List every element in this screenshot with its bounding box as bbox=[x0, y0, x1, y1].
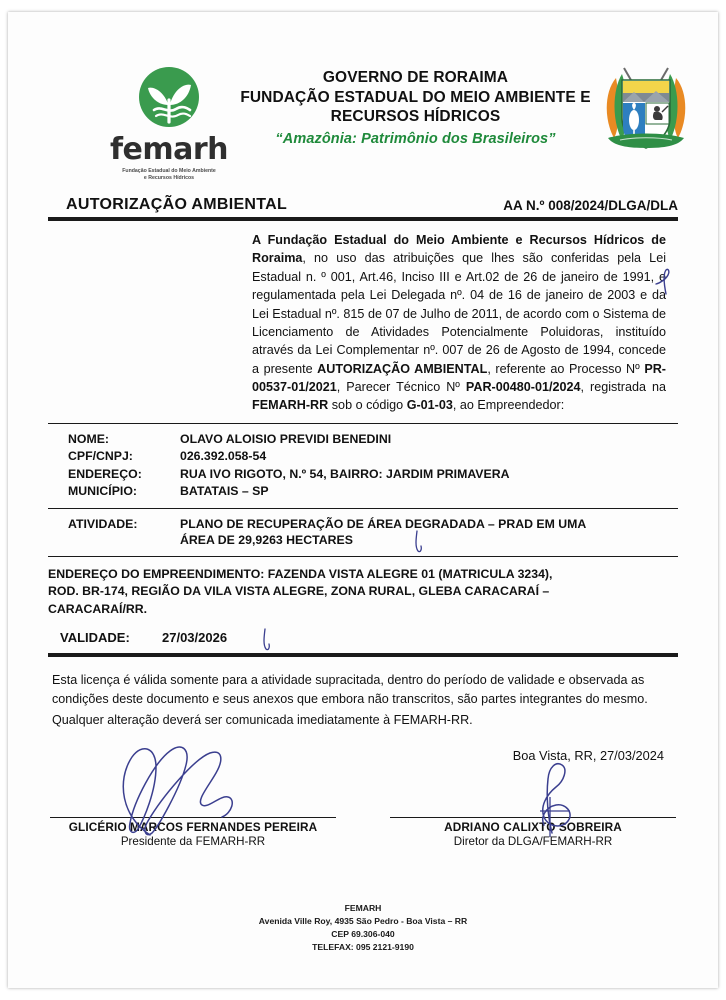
footer-address: Avenida Ville Roy, 4935 São Pedro - Boa Vista – RR bbox=[258, 916, 468, 927]
document-sheet bbox=[8, 12, 718, 988]
header-title-line3: RECURSOS HÍDRICOS bbox=[330, 108, 501, 126]
document-footer bbox=[8, 902, 718, 954]
signature-line-director bbox=[390, 817, 676, 818]
intro-part12: , ao Empreendedor: bbox=[452, 398, 565, 413]
closing-paragraph-2: Qualquer alteração deverá ser comunicada imediatamente à FEMARH-RR. bbox=[52, 713, 473, 728]
footer-telefax: TELEFAX: 095 2121-9190 bbox=[312, 942, 414, 953]
document-header bbox=[26, 62, 700, 180]
holder-label-endereco: ENDEREÇO: bbox=[68, 466, 142, 481]
holder-value-cpf: 026.392.058-54 bbox=[180, 449, 267, 464]
document-content bbox=[8, 12, 718, 953]
signature-name-president: GLICÉRIO MARCOS FERNANDES PEREIRA bbox=[68, 820, 318, 835]
intro-part11: G-01-03 bbox=[406, 398, 453, 413]
closing-paragraph-1: Esta licença é válida somente para a atividade supracitada, dentro do período de validade e observada as condições deste documento e seus anexos que embora não transcritos, são partes integrantes do mesmo. bbox=[52, 673, 648, 707]
city-date-line: Boa Vista, RR, 27/03/2024 bbox=[512, 748, 664, 764]
holder-row-endereco bbox=[68, 466, 678, 483]
title-rule-top bbox=[48, 217, 678, 221]
signature-area bbox=[50, 817, 676, 848]
activity-row bbox=[68, 516, 678, 549]
femarh-logo-subtitle-line2: e Recursos Hídricos bbox=[143, 175, 195, 182]
activity-block bbox=[48, 509, 678, 556]
footer-org-name: FEMARH bbox=[344, 903, 382, 913]
intro-part4: , referente ao Processo Nº bbox=[487, 361, 645, 376]
validity-label: VALIDADE: bbox=[60, 630, 130, 646]
intro-part8: , registrada na bbox=[580, 380, 667, 394]
holder-label-municipio: MUNICÍPIO: bbox=[68, 484, 137, 499]
activity-value bbox=[180, 516, 678, 549]
activity-value-line2: ÁREA DE 29,9263 HECTARES bbox=[180, 533, 353, 548]
enterprise-address-block bbox=[48, 566, 676, 618]
intro-part5: PR-00537-01/2021 bbox=[252, 361, 667, 394]
holder-row-municipio bbox=[68, 483, 678, 500]
intro-part2: , no uso das atribuições que lhes são conferidas pela Lei Estadual n. º 001, Art.46, Inciso III e Art.02 de 26 de janeiro de 1991, e regulamentada pela Lei Delegada nº. 04 de 16 de janeiro de 2003 e da Lei Estadual nº. 815 de 07 de Julho de 2011, de acordo com o Sistema de Licenciamento de Atividades Potencialmente Poluidoras, instituído através da Lei Complementar nº. 007 de 26 de Agosto de 1994, concede a presente bbox=[252, 251, 666, 376]
intro-part1: A Fundação Estadual do Meio Ambiente e Recursos Hídricos de Roraima bbox=[252, 233, 666, 266]
document-number: AA N.º 008/2024/DLGA/DLA bbox=[503, 198, 678, 213]
intro-part9: FEMARH-RR bbox=[252, 398, 329, 413]
holder-label-nome: NOME: bbox=[68, 431, 109, 446]
holder-block bbox=[48, 424, 678, 508]
enterprise-rule-top bbox=[48, 556, 678, 557]
validity-block bbox=[48, 630, 678, 645]
intro-paragraph bbox=[252, 231, 666, 415]
holder-value-nome: OLAVO ALOISIO PREVIDI BENEDINI bbox=[180, 431, 392, 446]
activity-value-line1: PLANO DE RECUPERAÇÃO DE ÁREA DEGRADADA – PRAD EM UMA bbox=[180, 516, 587, 531]
holder-row-cpf bbox=[68, 448, 678, 465]
holder-value-endereco: RUA IVO RIGOTO, N.º 54, BAIRRO: JARDIM PRIMAVERA bbox=[180, 466, 510, 481]
enterprise-address-line1: ENDEREÇO DO EMPREENDIMENTO: FAZENDA VISTA ALEGRE 01 (MATRICULA 3234), bbox=[48, 567, 553, 581]
holder-row-nome bbox=[68, 431, 678, 448]
header-motto: “Amazônia: Patrimônio dos Brasileiros” bbox=[275, 130, 556, 147]
holder-value-municipio: BATATAIS – SP bbox=[180, 484, 269, 499]
closing-rule-top bbox=[48, 653, 678, 657]
document-type-title: AUTORIZAÇÃO AMBIENTAL bbox=[66, 196, 288, 213]
femarh-logo-icon bbox=[134, 64, 204, 134]
activity-label: ATIVIDADE: bbox=[68, 516, 138, 531]
enterprise-address-line2: ROD. BR-174, REGIÃO DA VILA VISTA ALEGRE, ZONA RURAL, GLEBA CARACARAÍ – bbox=[48, 584, 550, 599]
validity-value: 27/03/2026 bbox=[162, 630, 228, 646]
femarh-wordmark: femarh bbox=[109, 132, 229, 167]
header-title-line1: GOVERNO DE RORAIMA bbox=[322, 69, 509, 86]
closing-text bbox=[52, 671, 670, 730]
intro-part6: , Parecer Técnico Nº bbox=[336, 380, 466, 394]
initials-mark-validity bbox=[258, 626, 278, 652]
signature-role-director: Diretor da DLGA/FEMARH-RR bbox=[453, 835, 613, 849]
signature-role-president: Presidente da FEMARH-RR bbox=[120, 835, 266, 849]
intro-part7: PAR-00480-01/2024 bbox=[465, 380, 581, 394]
intro-part3: AUTORIZAÇÃO AMBIENTAL bbox=[317, 361, 488, 376]
signature-block-director bbox=[390, 817, 676, 848]
signature-line-president bbox=[50, 817, 336, 818]
footer-cep: CEP 69.306-040 bbox=[331, 929, 395, 940]
header-titles bbox=[208, 68, 623, 147]
title-bar bbox=[48, 196, 678, 214]
holder-label-cpf: CPF/CNPJ: bbox=[68, 449, 133, 464]
brasao-roraima-icon bbox=[598, 62, 694, 160]
signature-name-director: ADRIANO CALIXTO SOBREIRA bbox=[444, 820, 622, 835]
signature-block-president bbox=[50, 817, 336, 848]
enterprise-address-line3: CARACARAÍ/RR. bbox=[48, 601, 148, 616]
intro-part10: sob o código bbox=[328, 398, 407, 413]
header-title-line2: FUNDAÇÃO ESTADUAL DO MEIO AMBIENTE E bbox=[240, 88, 591, 106]
femarh-logo-subtitle-line1: Fundação Estadual do Meio Ambiente bbox=[122, 168, 216, 174]
femarh-logo-subtitle bbox=[108, 168, 230, 182]
